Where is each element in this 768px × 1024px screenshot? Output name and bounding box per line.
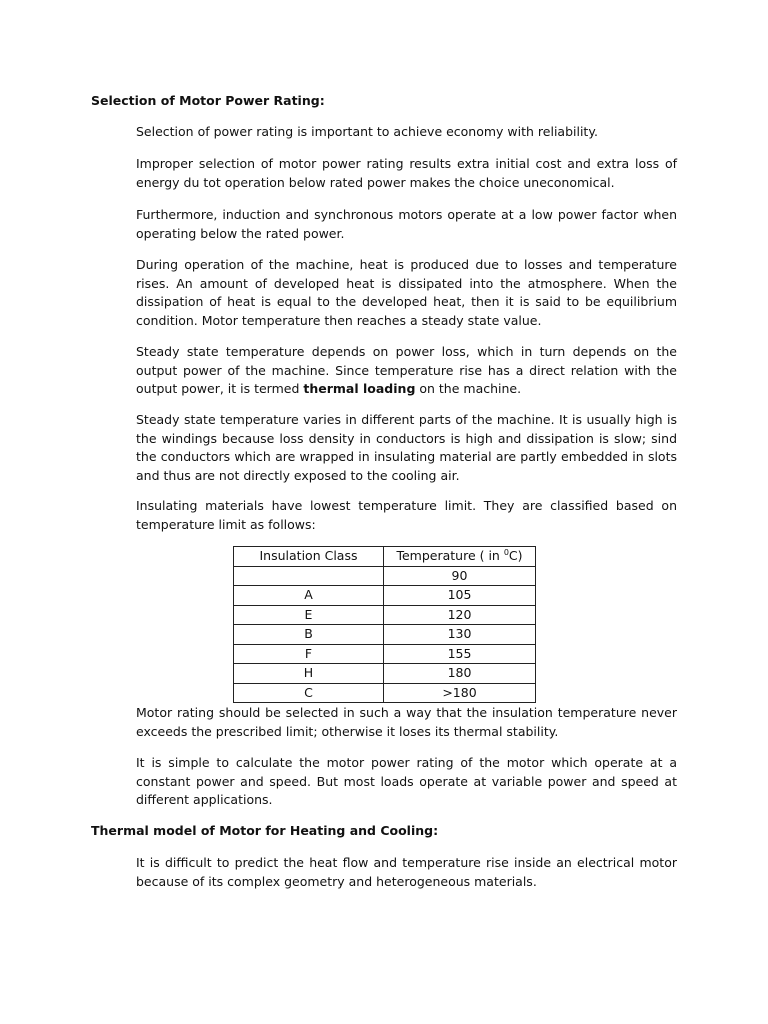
paragraph-9: It is simple to calculate the motor power rating of the motor which operate at a constant power and speed. But most loads operate at variable power and speed at different applications. [136, 755, 677, 808]
paragraph-10: It is difficult to predict the heat flow and temperature rise inside an electrical motor because of its complex geometry and heterogeneous materials. [136, 855, 677, 889]
cell-class: E [234, 605, 384, 625]
table-row [234, 683, 536, 703]
cell-temp: >180 [384, 683, 536, 703]
header-temperature-unit: C) [508, 548, 523, 564]
cell-temp: 180 [384, 664, 536, 684]
paragraph-3: Furthermore, induction and synchronous motors operate at a low power factor when operating below the rated power. [136, 207, 677, 241]
table-row [234, 566, 536, 586]
table-row [234, 586, 536, 606]
paragraph-4: During operation of the machine, heat is produced due to losses and temperature rises. An amount of developed heat is dissipated into the atmosphere. When the dissipation of heat is equal to the developed heat, then it is said to be equilibrium condition. Motor temperature then reaches a steady state value. [136, 257, 677, 329]
cell-temp: 120 [384, 605, 536, 625]
paragraph-2: Improper selection of motor power rating results extra initial cost and extra loss of energy du tot operation below rated power makes the choice uneconomical. [136, 156, 677, 190]
cell-class: F [234, 644, 384, 664]
insulation-class-table [233, 546, 536, 703]
cell-temp: 90 [384, 566, 536, 586]
paragraph-6: Steady state temperature varies in different parts of the machine. It is usually high is the windings because loss density in conductors is high and dissipation is slow; sind the conductors which are wrapped in insulating material are partly embedded in slots and thus are not directly exposed to the cooling air. [136, 412, 677, 484]
header-temperature [384, 547, 536, 567]
thermal-loading-term: thermal loading [303, 381, 416, 397]
cell-class: B [234, 625, 384, 645]
table-row [234, 664, 536, 684]
paragraph-7: Insulating materials have lowest temperature limit. They are classified based on temperature limit as follows: [136, 498, 677, 532]
table-row [234, 625, 536, 645]
section-heading-motor-power-rating: Selection of Motor Power Rating: [91, 93, 325, 108]
cell-temp: 155 [384, 644, 536, 664]
paragraph-5-text-a: Steady state temperature depends on power loss, which in turn depends on the output power of the machine. Since temperature rise has a direct relation with the output power, it is termed [136, 344, 677, 397]
table-row [234, 644, 536, 664]
header-insulation-class: Insulation Class [234, 547, 384, 567]
header-temperature-text: Temperature ( in [396, 548, 504, 564]
paragraph-5-text-b: on the machine. [415, 381, 522, 397]
cell-temp: 105 [384, 586, 536, 606]
section-heading-thermal-model: Thermal model of Motor for Heating and Cooling: [91, 823, 439, 838]
cell-class [234, 566, 384, 586]
table-header-row [234, 547, 536, 567]
paragraph-8: Motor rating should be selected in such a way that the insulation temperature never exceeds the prescribed limit; otherwise it loses its thermal stability. [136, 705, 677, 739]
cell-class: C [234, 683, 384, 703]
cell-class: A [234, 586, 384, 606]
cell-class: H [234, 664, 384, 684]
paragraph-1: Selection of power rating is important to achieve economy with reliability. [136, 124, 598, 139]
degree-superscript: 0 [503, 548, 509, 558]
paragraph-5 [136, 343, 677, 399]
cell-temp: 130 [384, 625, 536, 645]
table-row [234, 605, 536, 625]
